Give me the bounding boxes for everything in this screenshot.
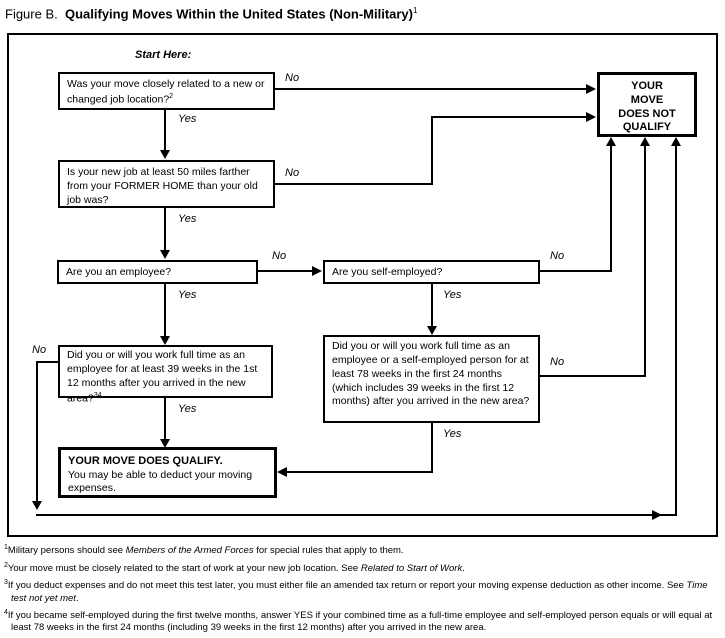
box-move-does-not-qualify	[597, 72, 697, 137]
label-yes-q3: Yes	[178, 289, 197, 301]
arrow-q6-yes-into-qualify	[277, 467, 287, 477]
line-q6-yes-horizontal	[287, 471, 433, 473]
footnote-4-marker: 4	[4, 608, 8, 616]
label-yes-q2: Yes	[178, 213, 197, 225]
box-78-weeks-text: Did you or will you work full time as an employee or a self-employed person for at least 78 weeks in the first 24 months (which includes 39 weeks in the first 12 months) after you arrived in the new area?	[332, 340, 530, 408]
footnote-1-marker: 1	[4, 544, 8, 551]
not-qualify-line: YOUR	[631, 80, 663, 92]
box-39-weeks-text: Did you or will you work full time as an employee for at least 39 weeks in the 1st 12 months after you arrived in the new area?	[67, 349, 258, 405]
line-q5-no-stub	[36, 361, 58, 363]
line-q4-no-horizontal	[540, 270, 612, 272]
line-q4-yes	[431, 284, 433, 327]
arrow-q5-no-corner-down	[32, 501, 42, 510]
box-employee-text: Are you an employee?	[66, 266, 172, 278]
line-q3-yes	[164, 284, 166, 337]
figure-title-prefix: Figure B.	[5, 6, 58, 22]
line-q5-yes	[164, 398, 166, 440]
label-no-q2: No	[285, 167, 300, 179]
arrow-q6-no-into-not-qualify	[640, 137, 650, 146]
qualify-heading: YOUR MOVE DOES QUALIFY.	[68, 455, 223, 467]
line-q6-no-vertical	[644, 146, 646, 377]
line-q3-no	[258, 270, 314, 272]
arrow-q5-yes-into-qualify	[160, 439, 170, 448]
footnote-4-text: If you became self-employed during the first twelve months, answer YES if your combined time as a full-time employee and self-employed person equals or will equal at least 78 weeks in the first 24 months (including 39 weeks in the first 12 months) after you arrived in the new area.	[7, 610, 713, 634]
arrow-q5-no-into-not-qualify	[671, 137, 681, 146]
not-qualify-line: DOES NOT	[618, 107, 676, 120]
box-self-employed-question	[323, 260, 540, 284]
footnote-1-text: Military persons should see	[7, 545, 126, 557]
figure-title	[5, 6, 417, 21]
label-yes-q1: Yes	[178, 113, 197, 125]
figure-title-main: Qualifying Moves Within the United States (Non-Military)	[64, 6, 413, 22]
line-q1-no	[275, 88, 588, 90]
not-qualify-line: MOVE	[630, 93, 664, 106]
footnote-1-post: for special rules that apply to them.	[253, 545, 404, 557]
start-here-label: Start Here:	[135, 49, 192, 61]
arrow-q4-no-into-not-qualify	[606, 137, 616, 146]
box-move-qualifies	[58, 447, 277, 498]
footnote-2-italic: Related to Start of Work	[360, 562, 463, 574]
footnote-1	[4, 543, 721, 558]
line-q6-no-horizontal	[540, 375, 646, 377]
label-yes-q4: Yes	[443, 289, 462, 301]
box-job-location-text: Was your move closely related to a new or changed job location?	[67, 78, 265, 106]
footnote-2-text: Your move must be closely related to the start of work at your new job location. See	[7, 562, 361, 574]
qualify-text: You may be able to deduct your moving expenses.	[68, 468, 253, 495]
arrow-q5-no-corner-right	[652, 510, 662, 520]
line-q2-no-horizontal-upper	[431, 116, 586, 118]
line-q5-no-vertical-right	[675, 146, 677, 516]
box-78-weeks-question	[323, 335, 540, 423]
box-job-location-question	[58, 72, 275, 110]
figure-title-footnote-ref: 1	[413, 6, 418, 15]
footnote-3-text: If you deduct expenses and do not meet this test later, you must either file an amended tax return or report your moving expense deduction as other income. See	[7, 580, 687, 592]
line-q1-yes	[164, 110, 166, 151]
label-no-q3: No	[272, 250, 287, 262]
arrow-q2-yes-into-q3	[160, 250, 170, 259]
line-q5-no-vertical-left	[36, 361, 38, 502]
box-job-location-footnote-ref: 2	[169, 92, 174, 100]
label-no-q6: No	[550, 356, 565, 368]
footnote-3-post: .	[75, 592, 79, 604]
label-no-q5: No	[32, 344, 47, 356]
box-39-weeks-question	[58, 345, 273, 405]
footnote-3-italic: Time test not yet met	[11, 580, 708, 604]
box-self-employed-text: Are you self-employed?	[332, 266, 443, 278]
footnote-3	[4, 578, 721, 605]
arrow-q3-yes-into-q5	[160, 336, 170, 345]
line-q5-no-bottom	[36, 514, 677, 516]
label-no-q1: No	[285, 72, 300, 84]
label-no-q4: No	[550, 250, 565, 262]
box-50-miles-question	[58, 160, 275, 208]
arrow-q1-no-into-not-qualify	[586, 84, 596, 94]
arrow-q1-yes-into-q2	[160, 150, 170, 159]
not-qualify-line: QUALIFY	[622, 121, 672, 134]
footnote-2-marker: 2	[4, 561, 8, 569]
line-q2-no-vertical	[431, 116, 433, 185]
label-yes-q6: Yes	[443, 428, 462, 440]
box-employee-question	[57, 260, 258, 284]
line-q4-no-vertical	[610, 146, 612, 272]
arrow-q3-no-into-q4	[312, 266, 322, 276]
line-q6-yes-vertical	[431, 423, 433, 473]
arrow-q4-yes-into-q6	[427, 326, 437, 335]
footnote-3-marker: 3	[4, 579, 8, 586]
box-39-weeks-footnote-ref: 34	[93, 391, 102, 399]
footnote-1-italic: Members of the Armed Forces	[125, 545, 254, 557]
line-q2-yes	[164, 208, 166, 251]
line-q2-no-horizontal	[275, 183, 433, 185]
footnote-2-post: .	[462, 562, 465, 574]
footnote-4	[4, 608, 721, 635]
arrow-q2-no-into-not-qualify	[586, 112, 596, 122]
footnote-2	[4, 561, 721, 576]
footnotes	[4, 543, 721, 638]
label-yes-q5: Yes	[178, 403, 197, 415]
box-50-miles-text: Is your new job at least 50 miles farther from your FORMER HOME than your old job was?	[67, 166, 258, 206]
